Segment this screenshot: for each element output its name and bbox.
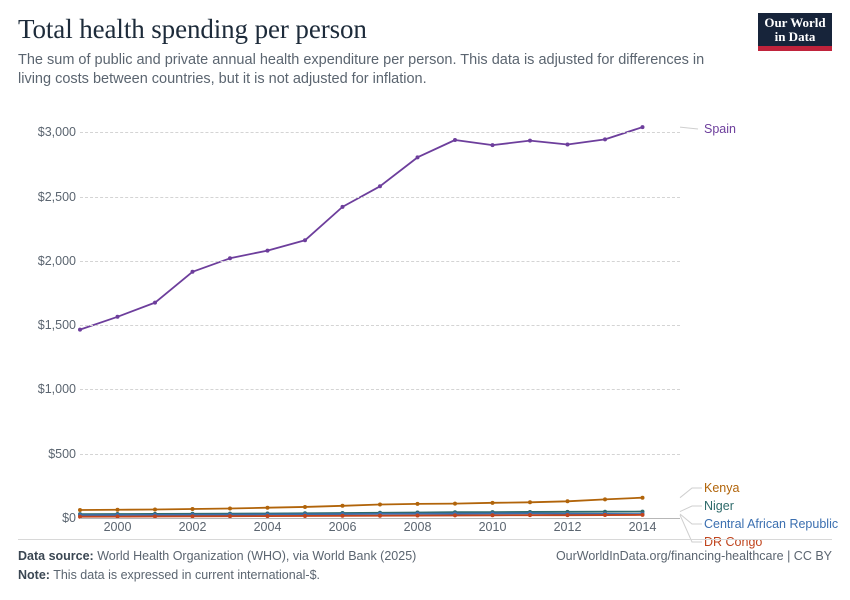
series-point[interactable] [191, 270, 195, 274]
series-point[interactable] [303, 505, 307, 509]
series-point[interactable] [566, 499, 570, 503]
plot-region[interactable] [37, 113, 839, 549]
label-connector [680, 127, 698, 129]
footer-note-line [18, 567, 832, 584]
series-point[interactable] [491, 501, 495, 505]
y-axis-tick-label: $3,000 [37, 125, 76, 140]
series-point[interactable] [603, 497, 607, 501]
footer [18, 539, 832, 584]
series-point[interactable] [528, 139, 532, 143]
series-point[interactable] [303, 238, 307, 242]
y-axis-tick-label: $500 [48, 446, 76, 461]
series-point[interactable] [603, 513, 607, 517]
series-point[interactable] [528, 500, 532, 504]
gridline [80, 454, 680, 455]
series-point[interactable] [566, 513, 570, 517]
series-point[interactable] [528, 513, 532, 517]
chart-area [18, 95, 839, 549]
gridline [80, 389, 680, 390]
y-axis-tick-label: $1,000 [37, 382, 76, 397]
series-point[interactable] [491, 143, 495, 147]
series-point[interactable] [378, 503, 382, 507]
series-label[interactable]: Spain [704, 122, 736, 136]
x-axis-tick-label: 2014 [628, 520, 657, 534]
gridline [80, 197, 680, 198]
owid-logo-line1: Our World [764, 15, 826, 30]
y-axis-tick-label: $2,000 [37, 253, 76, 268]
series-label[interactable]: Kenya [704, 481, 740, 495]
x-axis-tick-label: 2004 [253, 520, 282, 534]
series-point[interactable] [341, 205, 345, 209]
series-point[interactable] [416, 514, 420, 518]
y-axis-tick-label: $2,500 [37, 189, 76, 204]
series-label[interactable]: Niger [704, 499, 734, 513]
footer-source-text: World Health Organization (WHO), via World Bank (2025) [97, 549, 417, 563]
x-axis-tick-label: 2002 [178, 520, 207, 534]
series-point[interactable] [153, 301, 157, 305]
series-point[interactable] [641, 496, 645, 500]
footer-note-label: Note: [18, 568, 50, 582]
page-title: Total health spending per person [18, 14, 367, 44]
footer-attribution[interactable]: OurWorldInData.org/financing-healthcare | CC BY [555, 549, 832, 563]
gridline [80, 518, 680, 519]
series-point[interactable] [641, 125, 645, 129]
series-line[interactable] [80, 498, 643, 510]
series-label[interactable]: DR Congo [704, 535, 763, 549]
owid-logo[interactable] [758, 13, 832, 51]
label-connector [680, 488, 702, 498]
series-point[interactable] [266, 249, 270, 253]
series-point[interactable] [378, 184, 382, 188]
page-subtitle: The sum of public and private annual health expenditure per person. This data is adjusted for differences in living costs between countries, but it is not adjusted for inflation. [18, 52, 705, 87]
series-point[interactable] [453, 513, 457, 517]
gridline [80, 261, 680, 262]
x-axis-tick-label: 2006 [328, 520, 357, 534]
series-point[interactable] [228, 256, 232, 260]
owid-logo-line2: in Data [774, 29, 816, 44]
x-axis-tick-label: 2000 [103, 520, 132, 534]
series-label[interactable]: Central African Republic [704, 517, 839, 531]
series-point[interactable] [78, 508, 82, 512]
series-point[interactable] [116, 315, 120, 319]
label-connector [680, 506, 702, 512]
series-point[interactable] [191, 507, 195, 511]
series-point[interactable] [78, 328, 82, 332]
series-point[interactable] [453, 502, 457, 506]
series-point[interactable] [266, 506, 270, 510]
series-point[interactable] [566, 143, 570, 147]
label-connector [680, 515, 702, 542]
series-lines [80, 113, 680, 518]
series-point[interactable] [416, 502, 420, 506]
footer-note-text: This data is expressed in current international-$. [53, 568, 321, 582]
series-point[interactable] [453, 138, 457, 142]
series-point[interactable] [416, 155, 420, 159]
x-axis-tick-label: 2010 [478, 520, 507, 534]
series-point[interactable] [603, 137, 607, 141]
series-point[interactable] [641, 513, 645, 517]
series-point[interactable] [491, 513, 495, 517]
gridline [80, 325, 680, 326]
footer-source-label: Data source: [18, 549, 94, 563]
x-axis-tick-label: 2012 [553, 520, 582, 534]
y-axis-tick-label: $1,500 [37, 318, 76, 333]
gridline [80, 132, 680, 133]
series-point[interactable] [153, 508, 157, 512]
x-axis-tick-label: 2008 [403, 520, 432, 534]
series-point[interactable] [116, 508, 120, 512]
y-axis-tick-label: $0 [62, 511, 76, 525]
series-point[interactable] [341, 504, 345, 508]
series-point[interactable] [228, 506, 232, 510]
series-line[interactable] [80, 127, 643, 330]
